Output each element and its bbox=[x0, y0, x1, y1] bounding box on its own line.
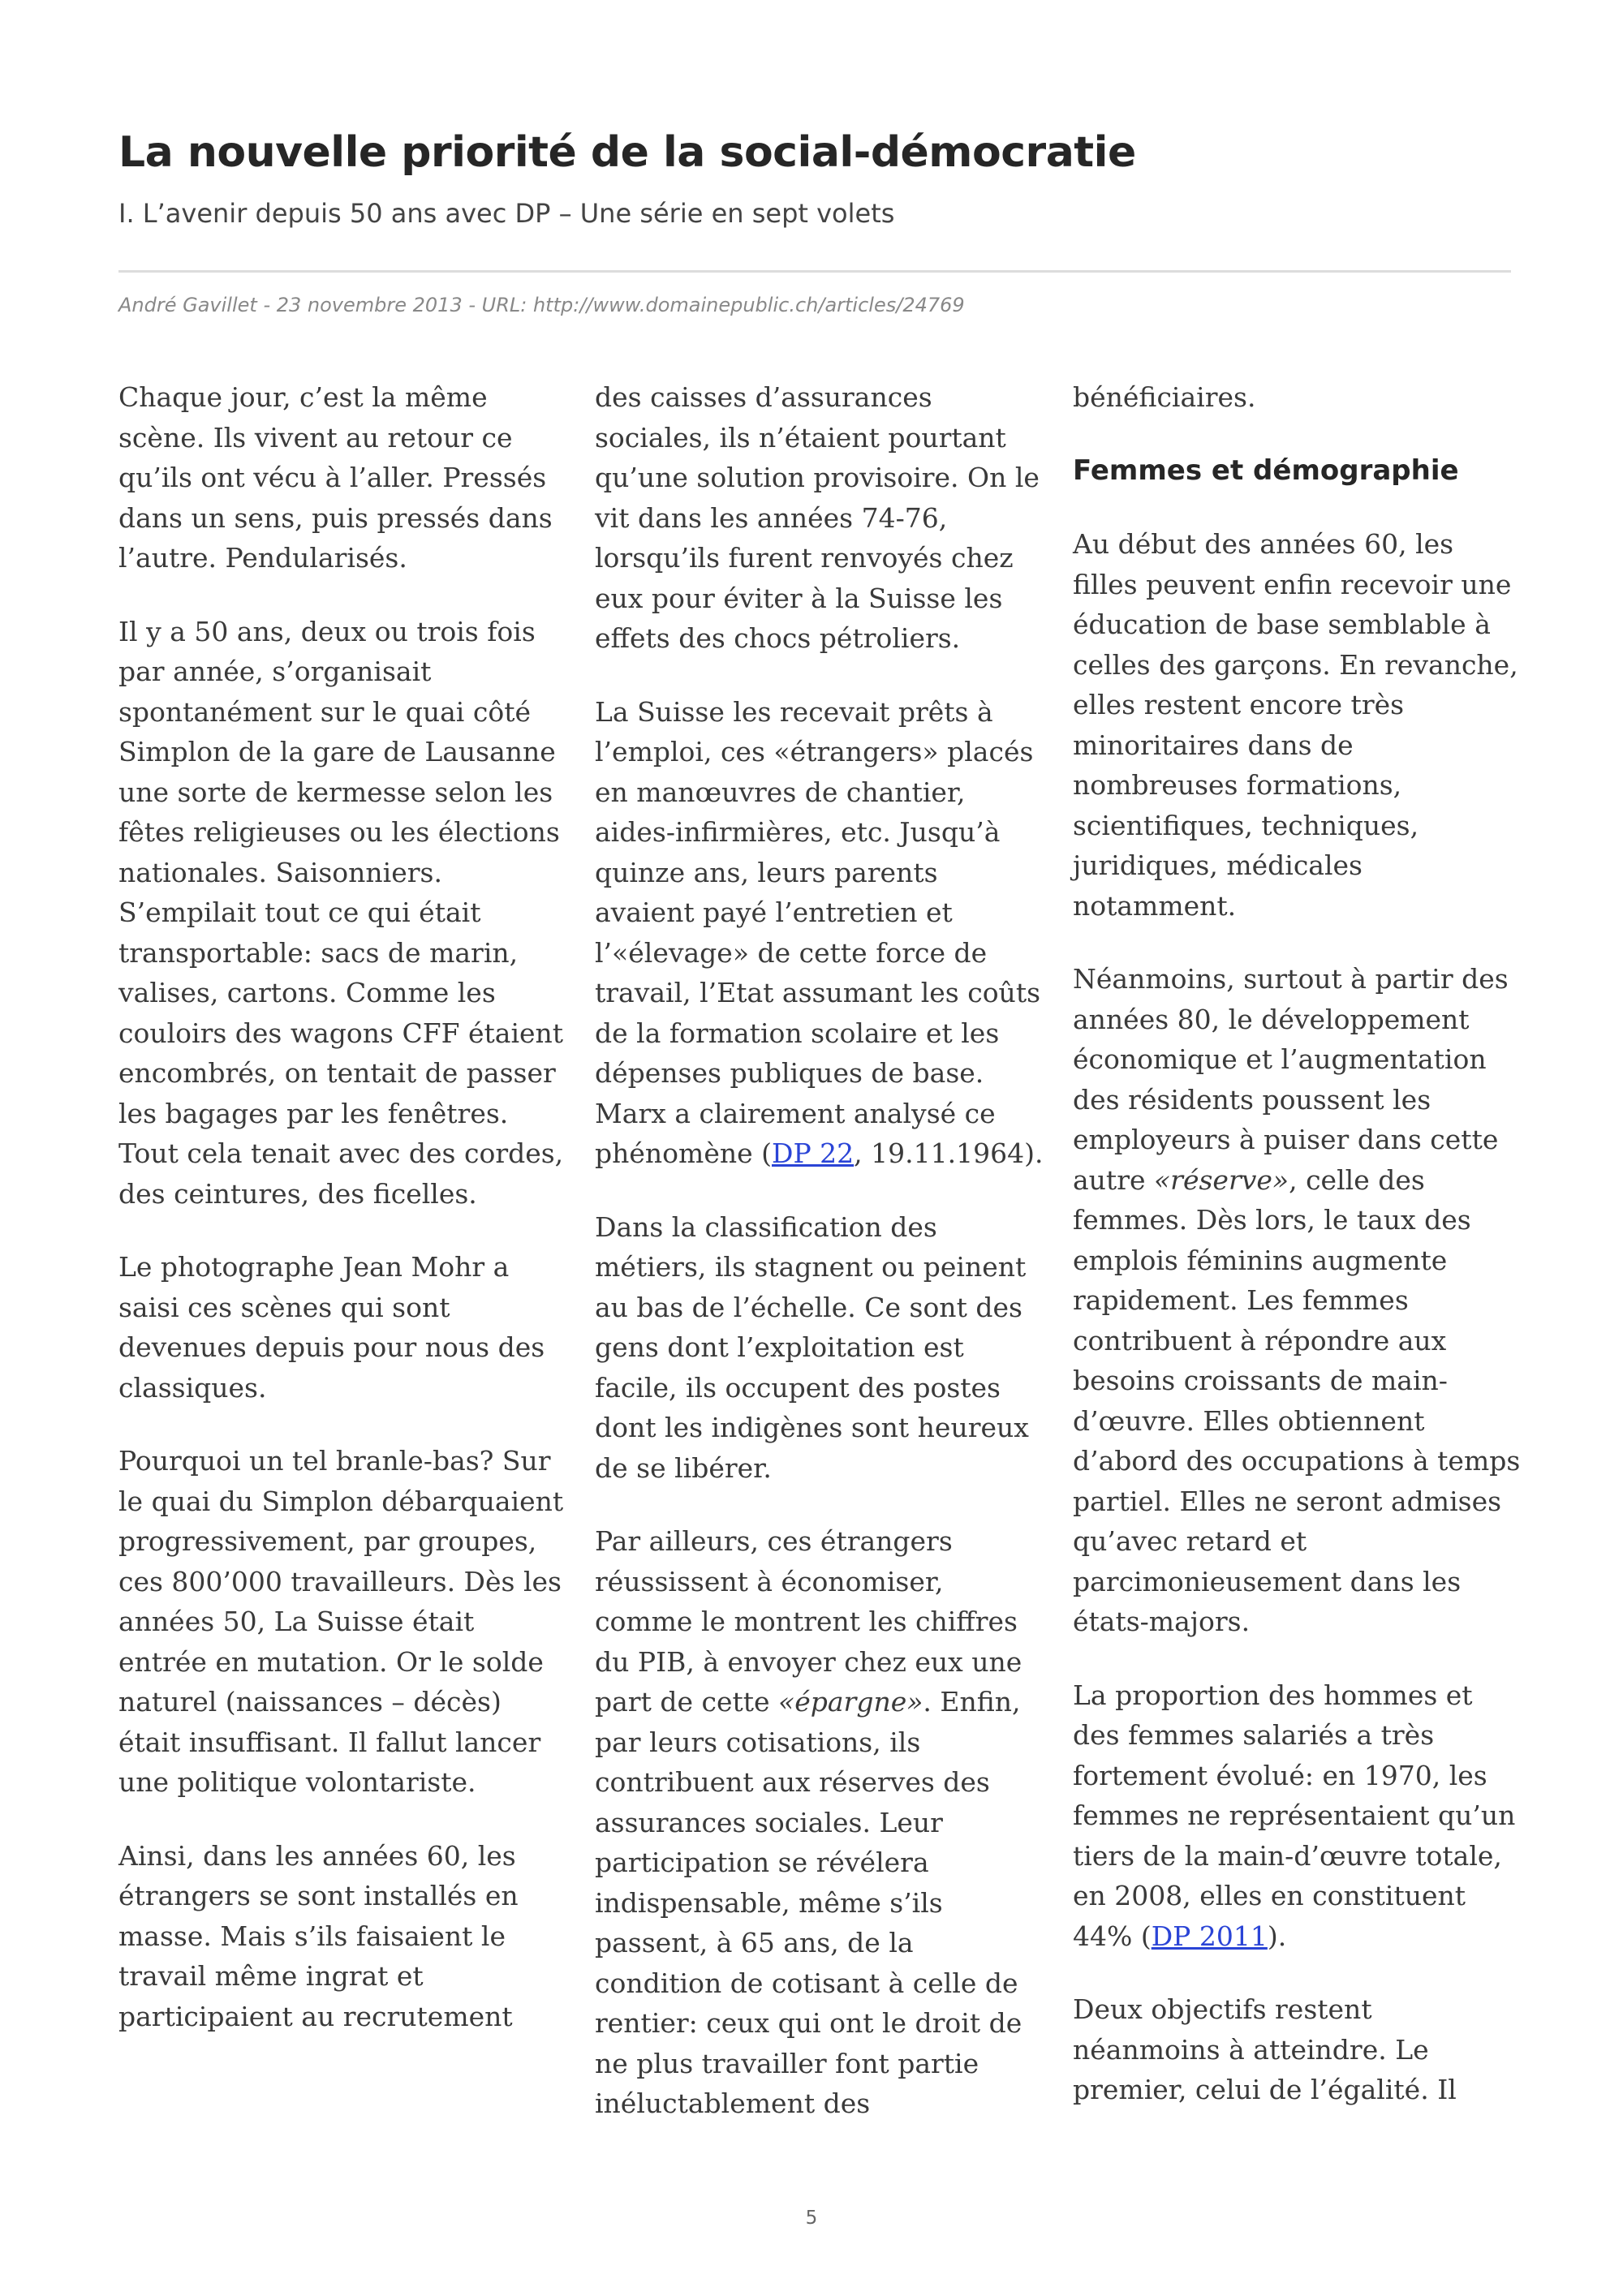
text-column-1 bbox=[118, 377, 569, 2070]
emphasis-text: «réserve» bbox=[1153, 1163, 1289, 1196]
paragraph: Ainsi, dans les années 60, les étrangers se sont installés en masse. Mais s’ils faisaient le travail même ingrat et participaient au recrutement bbox=[118, 1839, 519, 2032]
paragraph bbox=[1073, 959, 1523, 1642]
paragraph-text: Néanmoins, surtout à partir des années 80, le développement économique et l’augmentation des résidents poussent les employeurs à puiser dans cette autre bbox=[1073, 963, 1509, 1196]
paragraph-text: La proportion des hommes et des femmes salariés a très fortement évolué: en 1970, les femmes ne représentaient qu’un tiers de la main-d’œuvre totale, en 2008, elles en constituent 44% ( bbox=[1073, 1679, 1516, 1952]
paragraph: Au début des années 60, les filles peuvent enfin recevoir une éducation de base semblable à celles des garçons. En revanche, elles restent encore très minoritaires dans de nombreuses formations, scientifiques, techniques, juridiques, médicales notamment. bbox=[1073, 528, 1518, 922]
paragraph-tail: , 19.11.1964). bbox=[854, 1137, 1044, 1169]
paragraph bbox=[595, 692, 1045, 1174]
paragraph: Le photographe Jean Mohr a saisi ces scènes qui sont devenues depuis pour nous des classiques. bbox=[118, 1251, 545, 1404]
paragraph: Il y a 50 ans, deux ou trois fois par année, s’organisait spontanément sur le quai côté Simplon de la gare de Lausanne une sorte de kermesse selon les fêtes religieuses ou les élections nationales. Saisonniers. S’empilait tout ce qui était transportable: sacs de marin, valises, cartons. Comme les couloirs des wagons CFF étaient encombrés, on tentait de passer les bagages par les fenêtres. Tout cela tenait avec des cordes, des ceintures, des ficelles. bbox=[118, 615, 564, 1210]
paragraph: Dans la classification des métiers, ils stagnent ou peinent au bas de l’échelle. Ce sont des gens dont l’exploitation est facile, ils occupent des postes dont les indigènes sont heureux de se libérer. bbox=[595, 1210, 1029, 1484]
header-divider bbox=[118, 270, 1511, 273]
page-number: 5 bbox=[805, 2208, 818, 2229]
dp22-link[interactable]: DP 22 bbox=[772, 1137, 855, 1169]
paragraph bbox=[595, 1521, 1045, 2124]
article-meta: André Gavillet - 23 novembre 2013 - URL: http://www.domainepublic.ch/articles/24769 bbox=[118, 294, 965, 316]
article-subtitle: I. L’avenir depuis 50 ans avec DP – Une série en sept volets bbox=[118, 198, 895, 229]
section-heading: Femmes et démographie bbox=[1073, 454, 1459, 487]
emphasis-text: «épargne» bbox=[778, 1686, 923, 1718]
paragraph-text: . Enfin, par leurs cotisations, ils contribuent aux réserves des assurances sociales. Leur participation se révélera indispensable, même s’ils passent, à 65 ans, de la condition de cotisant à celle de rentier: ceux qui ont le droit de ne plus travailler font partie inéluctablement des bbox=[595, 1686, 1022, 2119]
paragraph bbox=[1073, 1675, 1523, 1957]
paragraph: Pourquoi un tel branle-bas? Sur le quai du Simplon débarquaient progressivement, par groupes, ces 800’000 travailleurs. Dès les années 50, La Suisse était entrée en mutation. Or le solde naturel (naissances – décès) était insuffisant. Il fallut lancer une politique volontariste. bbox=[118, 1445, 564, 1798]
paragraph: des caisses d’assurances sociales, ils n’étaient pourtant qu’une solution provisoire. On le vit dans les années 74-76, lorsqu’ils furent renvoyés chez eux pour éviter à la Suisse les effets des chocs pétroliers. bbox=[595, 381, 1040, 654]
article-title: La nouvelle priorité de la social-démocratie bbox=[118, 128, 1136, 177]
text-column-3 bbox=[1073, 377, 1523, 2143]
paragraph-tail: ). bbox=[1267, 1920, 1287, 1952]
paragraph-text: , celle des femmes. Dès lors, le taux des emplois féminins augmente rapidement. Les femmes contribuent à répondre aux besoins croissants de main-d’œuvre. Elles obtiennent d’abord des occupations à temps partiel. Elles ne seront admises qu’avec retard et parcimonieusement dans les états-majors. bbox=[1073, 1163, 1521, 1637]
paragraph: bénéficiaires. bbox=[1073, 381, 1256, 413]
paragraph: Chaque jour, c’est la même scène. Ils vivent au retour ce qu’ils ont vécu à l’aller. Pressés dans un sens, puis pressés dans l’autre. Pendularisés. bbox=[118, 381, 553, 574]
text-column-2 bbox=[595, 377, 1045, 2157]
paragraph-text: La Suisse les recevait prêts à l’emploi, ces «étrangers» placés en manœuvres de chantier, aides-infirmières, etc. Jusqu’à quinze ans, leurs parents avaient payé l’entretien et l’«élevage» de cette force de travail, l’Etat assumant les coûts de la formation scolaire et les dépenses publiques de base. Marx a clairement analysé ce phénomène ( bbox=[595, 695, 1041, 1169]
dp2011-link[interactable]: DP 2011 bbox=[1151, 1920, 1268, 1952]
paragraph: Deux objectifs restent néanmoins à atteindre. Le premier, celui de l’égalité. Il bbox=[1073, 1993, 1457, 2105]
paragraph-text: Par ailleurs, ces étrangers réussissent à économiser, comme le montrent les chiffres du PIB, à envoyer chez eux une part de cette bbox=[595, 1525, 1022, 1718]
